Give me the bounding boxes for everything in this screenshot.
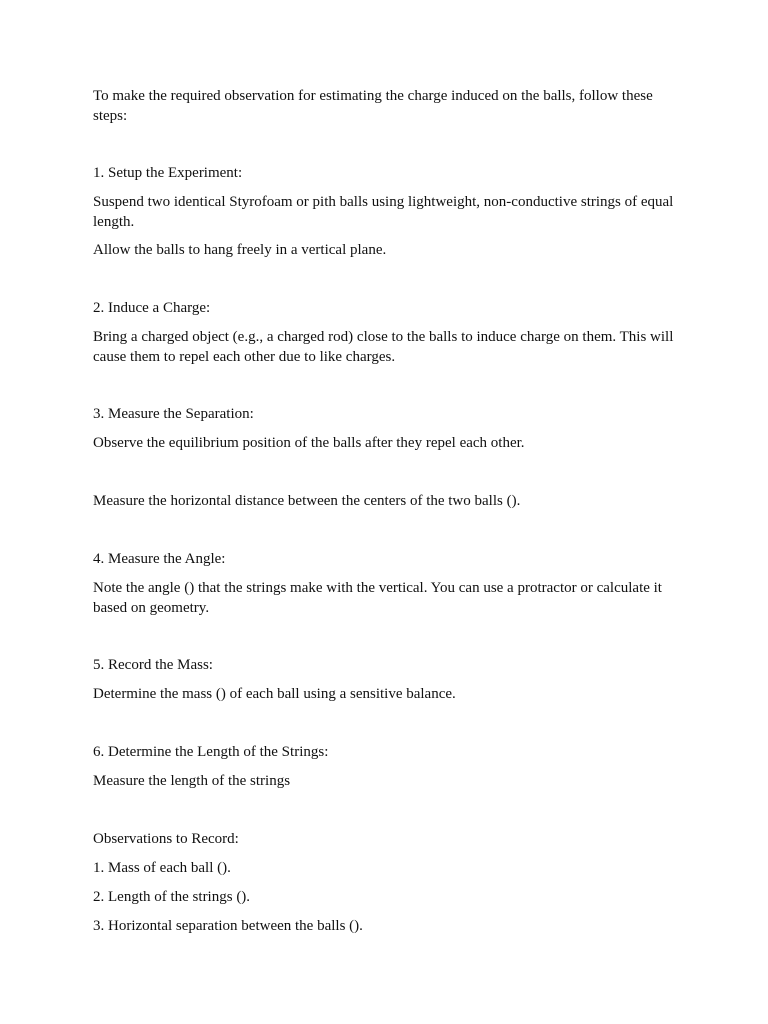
step-4-text: Note the angle () that the strings make with the vertical. You can use a protractor or calculate it based on geometry.: [93, 580, 662, 616]
step-6-heading: 6. Determine the Length of the Strings:: [93, 744, 329, 760]
step-4-heading: 4. Measure the Angle:: [93, 551, 226, 567]
step-2-heading: 2. Induce a Charge:: [93, 300, 211, 316]
observations-heading: Observations to Record:: [93, 831, 239, 847]
step-1-text: Suspend two identical Styrofoam or pith balls using lightweight, non-conductive strings of equal length.: [93, 194, 674, 230]
step-5-heading: 5. Record the Mass:: [93, 657, 213, 673]
observation-item: 2. Length of the strings ().: [93, 889, 251, 905]
step-6-text: Measure the length of the strings: [93, 773, 291, 789]
step-1-heading: 1. Setup the Experiment:: [93, 165, 243, 181]
step-5-text: Determine the mass () of each ball using a sensitive balance.: [93, 686, 456, 702]
step-3-heading: 3. Measure the Separation:: [93, 406, 254, 422]
step-1-text-2: Allow the balls to hang freely in a vertical plane.: [93, 242, 387, 258]
observation-item: 1. Mass of each ball ().: [93, 860, 231, 876]
intro-paragraph: To make the required observation for estimating the charge induced on the balls, follow these steps:: [93, 88, 653, 124]
step-3-text: Observe the equilibrium position of the balls after they repel each other.: [93, 435, 525, 451]
step-2-text: Bring a charged object (e.g., a charged rod) close to the balls to induce charge on them. This will cause them to repel each other due to like charges.: [93, 329, 674, 365]
step-3-text-2: Measure the horizontal distance between the centers of the two balls ().: [93, 493, 521, 509]
observation-item: 3. Horizontal separation between the balls ().: [93, 918, 363, 934]
